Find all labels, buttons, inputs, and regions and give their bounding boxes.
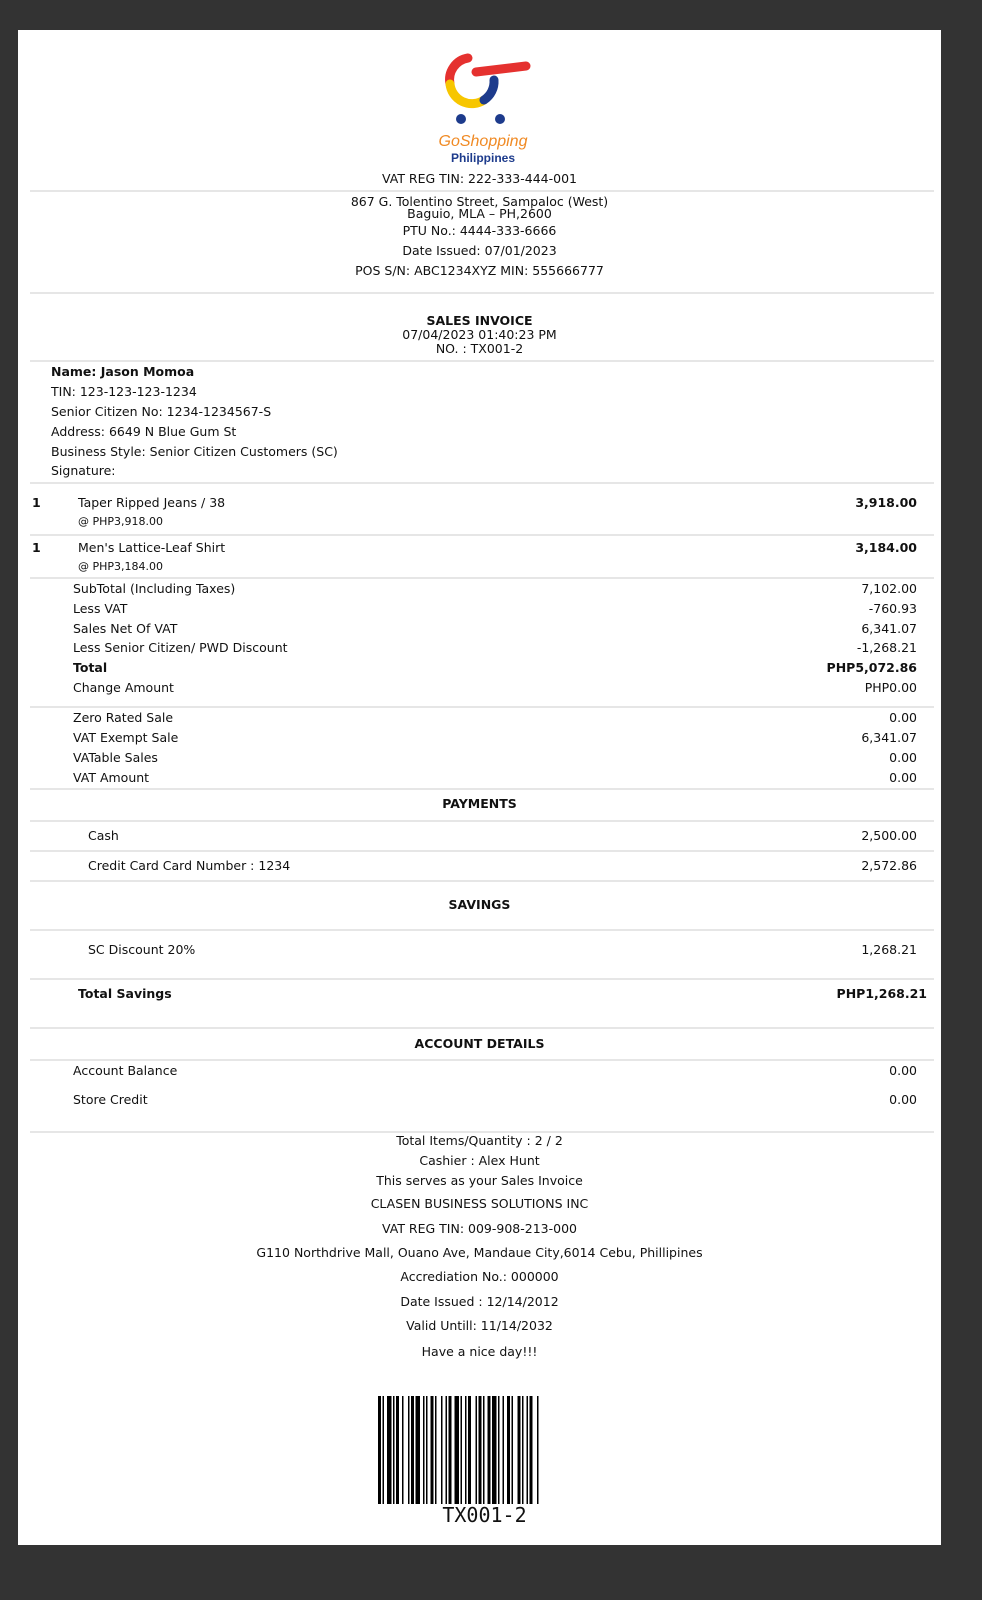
barcode-bar bbox=[503, 1396, 505, 1504]
divider bbox=[30, 190, 934, 192]
receipt-paper bbox=[18, 30, 941, 1545]
barcode-bar bbox=[461, 1396, 463, 1504]
barcode-bar bbox=[416, 1396, 421, 1504]
logo-g-yellow-arc bbox=[450, 84, 484, 104]
customer-senior-no: Senior Citizen No: 1234-1234567-S bbox=[51, 404, 272, 419]
customer-name: Name: Jason Momoa bbox=[51, 364, 195, 379]
barcode-bar bbox=[465, 1396, 467, 1504]
footer-date-issued: Date Issued : 12/14/2012 bbox=[400, 1294, 559, 1309]
item-unit-price: @ PHP3,184.00 bbox=[78, 560, 164, 573]
payments-title: PAYMENTS bbox=[442, 796, 517, 811]
customer-business-style: Business Style: Senior Citizen Customers (SC) bbox=[51, 444, 338, 459]
logo-wheel-right bbox=[495, 114, 505, 124]
barcode-bar bbox=[446, 1396, 448, 1504]
customer-signature: Signature: bbox=[51, 463, 116, 478]
barcode-bar bbox=[411, 1396, 414, 1504]
store-ptu-no: PTU No.: 4444-333-6666 bbox=[402, 223, 557, 238]
divider bbox=[30, 788, 934, 790]
item-name: Taper Ripped Jeans / 38 bbox=[78, 495, 226, 510]
barcode-bar bbox=[383, 1396, 385, 1504]
barcode-bar bbox=[435, 1396, 437, 1504]
logo-g-navy-arc bbox=[484, 80, 494, 100]
subtotal-value: 7,102.00 bbox=[861, 581, 917, 596]
footer-total-items: Total Items/Quantity : 2 / 2 bbox=[396, 1133, 563, 1148]
total-savings-value: PHP1,268.21 bbox=[836, 986, 927, 1001]
change-label: Change Amount bbox=[73, 680, 174, 695]
total-value: PHP5,072.86 bbox=[826, 660, 917, 675]
divider bbox=[30, 482, 934, 484]
store-date-issued: Date Issued: 07/01/2023 bbox=[402, 243, 557, 258]
less-vat-label: Less VAT bbox=[73, 601, 128, 616]
logo-g-red-arc bbox=[450, 58, 468, 84]
vat-amount-label: VAT Amount bbox=[73, 770, 150, 785]
total-label: Total bbox=[73, 660, 108, 675]
barcode-bar bbox=[455, 1396, 460, 1504]
account-balance-label: Account Balance bbox=[73, 1063, 178, 1078]
barcode-bar bbox=[498, 1396, 500, 1504]
discount-value: -1,268.21 bbox=[856, 640, 917, 655]
footer-address: G110 Northdrive Mall, Ouano Ave, Mandaue City,6014 Cebu, Phillipines bbox=[256, 1245, 703, 1260]
footer-accreditation: Accrediation No.: 000000 bbox=[400, 1269, 559, 1284]
payment-card-label: Credit Card Card Number : 1234 bbox=[88, 858, 291, 873]
divider bbox=[30, 880, 934, 882]
vatable-sales-label: VATable Sales bbox=[73, 750, 158, 765]
divider bbox=[30, 292, 934, 294]
barcode-bar bbox=[522, 1396, 524, 1504]
sc-discount-label: SC Discount 20% bbox=[88, 942, 196, 957]
barcode-bar bbox=[483, 1396, 485, 1504]
footer-valid-until: Valid Untill: 11/14/2032 bbox=[406, 1318, 553, 1333]
barcode-bar bbox=[449, 1396, 452, 1504]
item-amount: 3,184.00 bbox=[855, 540, 917, 555]
barcode-bar bbox=[537, 1396, 539, 1504]
account-title: ACCOUNT DETAILS bbox=[414, 1036, 545, 1051]
payment-cash-label: Cash bbox=[88, 828, 119, 843]
vat-exempt-value: 6,341.07 bbox=[861, 730, 917, 745]
barcode-bar bbox=[408, 1396, 410, 1504]
barcode-bar bbox=[396, 1396, 399, 1504]
store-vat-reg-tin: VAT REG TIN: 222-333-444-001 bbox=[381, 171, 577, 186]
divider bbox=[30, 978, 934, 980]
vat-amount-value: 0.00 bbox=[889, 770, 917, 785]
barcode-bar bbox=[378, 1396, 381, 1504]
barcode-bar bbox=[468, 1396, 471, 1504]
divider bbox=[30, 706, 934, 708]
footer-vat-reg: VAT REG TIN: 009-908-213-000 bbox=[381, 1221, 577, 1236]
customer-tin: TIN: 123-123-123-1234 bbox=[51, 384, 197, 399]
barcode-bar bbox=[393, 1396, 395, 1504]
payment-card-value: 2,572.86 bbox=[861, 858, 917, 873]
item-name: Men's Lattice-Leaf Shirt bbox=[78, 540, 226, 555]
store-address-line2: Baguio, MLA – PH,2600 bbox=[407, 206, 552, 221]
barcode-bar bbox=[527, 1396, 529, 1504]
sales-net-label: Sales Net Of VAT bbox=[73, 621, 178, 636]
invoice-datetime: 07/04/2023 01:40:23 PM bbox=[402, 327, 557, 342]
logo-name: GoShopping bbox=[438, 133, 528, 150]
item-qty: 1 bbox=[32, 495, 41, 510]
item-qty: 1 bbox=[32, 540, 41, 555]
barcode-bar bbox=[479, 1396, 482, 1504]
divider bbox=[30, 850, 934, 852]
vatable-sales-value: 0.00 bbox=[889, 750, 917, 765]
barcode-bar bbox=[441, 1396, 443, 1504]
barcode-bar bbox=[492, 1396, 497, 1504]
invoice-title: SALES INVOICE bbox=[426, 313, 533, 328]
less-vat-value: -760.93 bbox=[868, 601, 917, 616]
barcode-bar bbox=[507, 1396, 510, 1504]
zero-rated-value: 0.00 bbox=[889, 710, 917, 725]
barcode-bar bbox=[476, 1396, 478, 1504]
barcode-bar bbox=[530, 1396, 533, 1504]
payment-cash-value: 2,500.00 bbox=[861, 828, 917, 843]
divider bbox=[30, 820, 934, 822]
store-credit-value: 0.00 bbox=[889, 1092, 917, 1107]
divider bbox=[30, 1059, 934, 1061]
vat-exempt-label: VAT Exempt Sale bbox=[73, 730, 179, 745]
barcode-bar bbox=[426, 1396, 428, 1504]
subtotal-label: SubTotal (Including Taxes) bbox=[73, 581, 236, 596]
change-value: PHP0.00 bbox=[864, 680, 917, 695]
goshopping-logo bbox=[428, 44, 538, 172]
account-balance-value: 0.00 bbox=[889, 1063, 917, 1078]
total-savings-label: Total Savings bbox=[78, 986, 172, 1001]
barcode-bar bbox=[423, 1396, 425, 1504]
divider bbox=[30, 1027, 934, 1029]
invoice-number: NO. : TX001-2 bbox=[435, 341, 524, 356]
barcode-bar bbox=[512, 1396, 514, 1504]
logo-sub: Philippines bbox=[450, 151, 516, 165]
savings-title: SAVINGS bbox=[448, 897, 511, 912]
barcode-bar bbox=[518, 1396, 521, 1504]
divider bbox=[30, 577, 934, 579]
divider bbox=[30, 929, 934, 931]
divider bbox=[30, 534, 934, 536]
item-amount: 3,918.00 bbox=[855, 495, 917, 510]
customer-address: Address: 6649 N Blue Gum St bbox=[51, 424, 237, 439]
footer-greeting: Have a nice day!!! bbox=[421, 1344, 538, 1359]
item-unit-price: @ PHP3,918.00 bbox=[78, 515, 164, 528]
divider bbox=[30, 360, 934, 362]
footer-serves: This serves as your Sales Invoice bbox=[376, 1173, 583, 1188]
barcode-text: TX001-2 bbox=[442, 1503, 527, 1527]
discount-label: Less Senior Citizen/ PWD Discount bbox=[73, 640, 288, 655]
store-pos-sn: POS S/N: ABC1234XYZ MIN: 555666777 bbox=[355, 263, 604, 278]
barcode-bar bbox=[387, 1396, 392, 1504]
store-address-line1: 867 G. Tolentino Street, Sampaloc (West) bbox=[350, 194, 609, 209]
footer-company: CLASEN BUSINESS SOLUTIONS INC bbox=[370, 1196, 589, 1211]
barcode-bar bbox=[402, 1396, 404, 1504]
zero-rated-label: Zero Rated Sale bbox=[73, 710, 174, 725]
logo-g-bar bbox=[476, 66, 526, 72]
barcode bbox=[378, 1396, 591, 1504]
store-credit-label: Store Credit bbox=[73, 1092, 148, 1107]
barcode-bar bbox=[431, 1396, 434, 1504]
barcode-bar bbox=[488, 1396, 491, 1504]
footer-cashier: Cashier : Alex Hunt bbox=[419, 1153, 540, 1168]
logo-wheel-left bbox=[456, 114, 466, 124]
sales-net-value: 6,341.07 bbox=[861, 621, 917, 636]
sc-discount-value: 1,268.21 bbox=[861, 942, 917, 957]
